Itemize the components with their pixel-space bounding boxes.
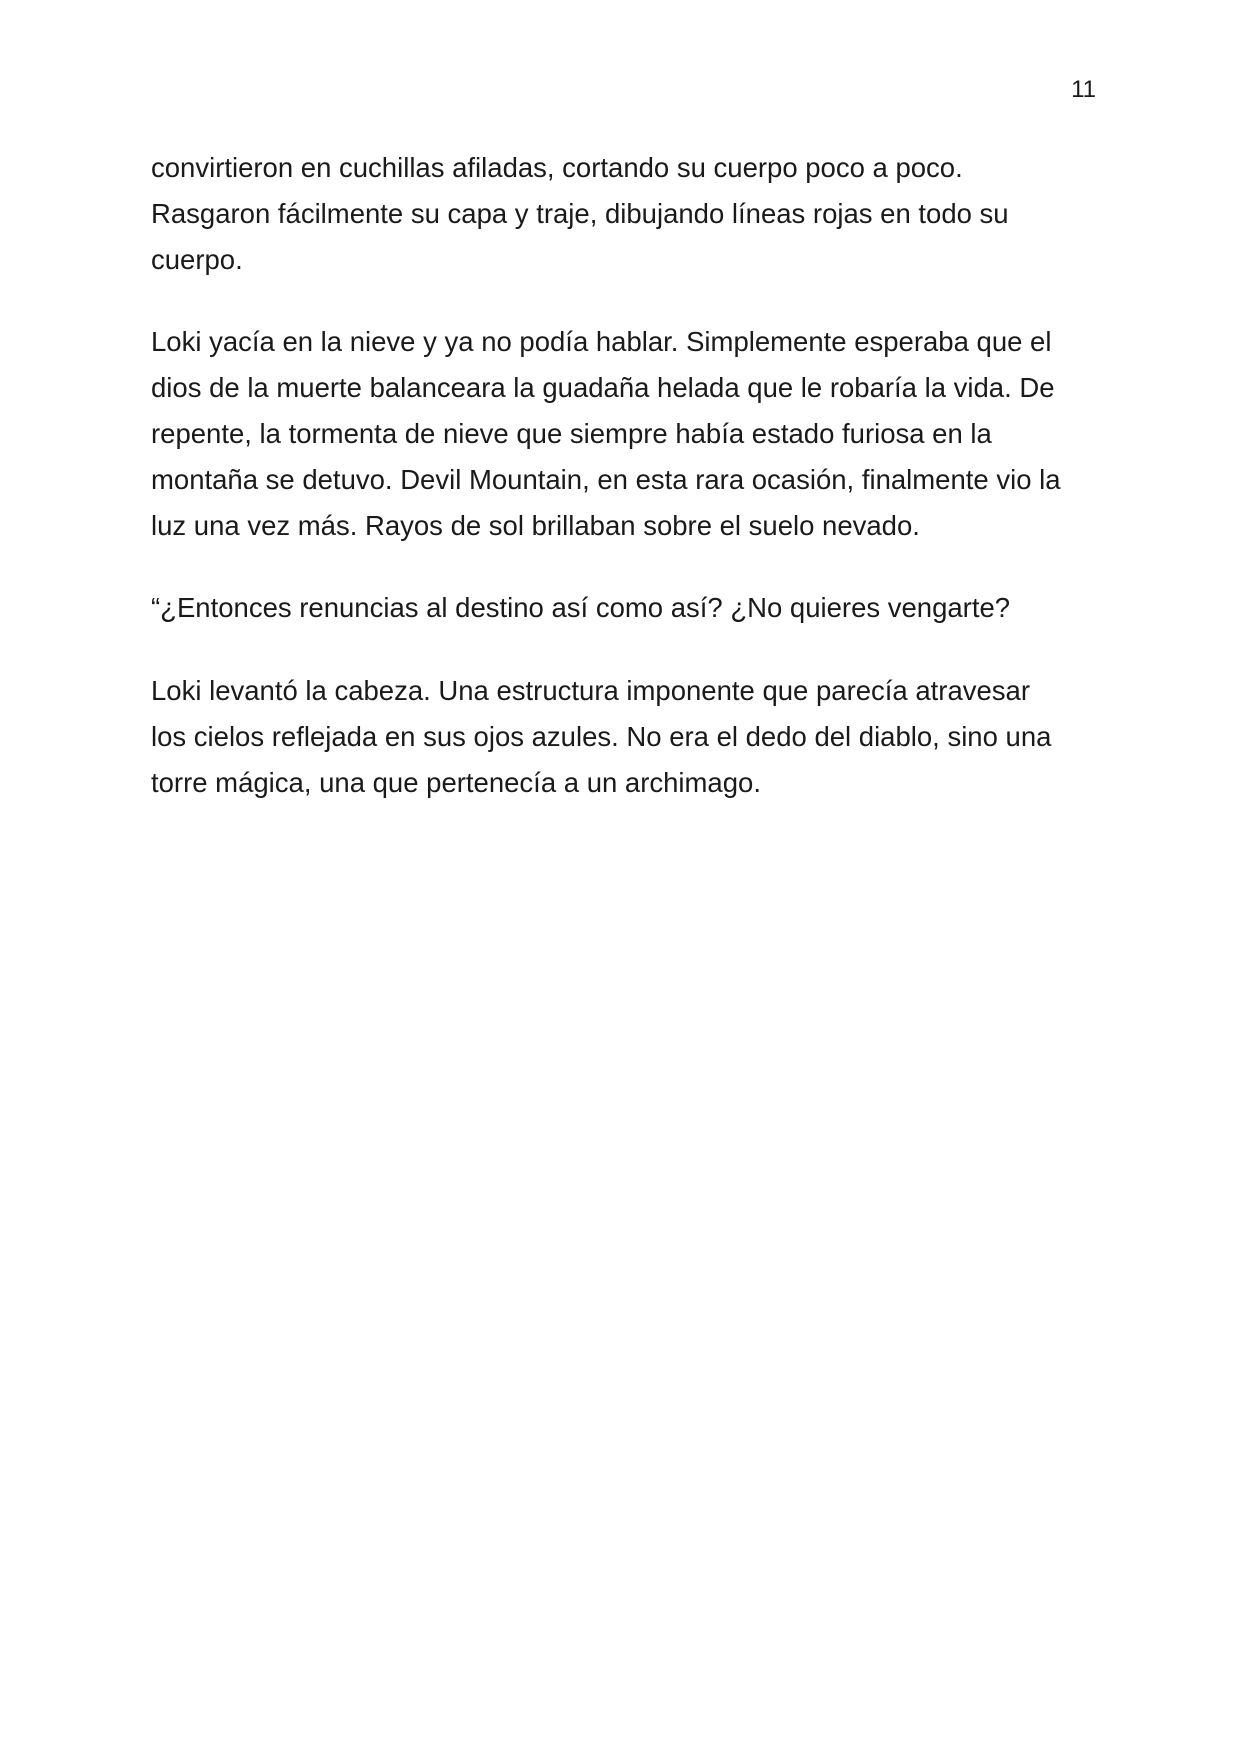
- text-line: convirtieron en cuchillas afiladas, cortando su cuerpo poco a poco.: [151, 152, 963, 183]
- text-line: “¿Entonces renuncias al destino así como así? ¿No quieres vengarte?: [151, 592, 1011, 624]
- text-line: luz una vez más. Rayos de sol brillaban sobre el suelo nevado.: [151, 509, 920, 541]
- paragraph-4: [151, 668, 1101, 805]
- paragraph-2: [151, 319, 1101, 548]
- text-line: Loki levantó la cabeza. Una estructura imponente que parecía atravesar: [151, 675, 1030, 707]
- text-line: los cielos reflejada en sus ojos azules. No era el dedo del diablo, sino una: [151, 720, 1052, 752]
- text-line: Rasgaron fácilmente su capa y traje, dibujando líneas rojas en todo su: [151, 197, 1009, 229]
- page-number: 11: [1071, 76, 1096, 103]
- text-line: repente, la tormenta de nieve que siempre había estado furiosa en la: [151, 417, 992, 449]
- text-line: Loki yacía en la nieve y ya no podía hablar. Simplemente esperaba que el: [151, 326, 1052, 358]
- text-line: cuerpo.: [151, 243, 243, 275]
- text-line: montaña se detuvo. Devil Mountain, en esta rara ocasión, finalmente vio la: [151, 463, 1061, 495]
- paragraph-3: [151, 585, 1101, 631]
- text-line: dios de la muerte balanceara la guadaña helada que le robaría la vida. De: [151, 372, 1055, 404]
- body-text: [151, 145, 1101, 843]
- text-line: torre mágica, una que pertenecía a un archimago.: [151, 766, 761, 798]
- paragraph-1: [151, 145, 1101, 282]
